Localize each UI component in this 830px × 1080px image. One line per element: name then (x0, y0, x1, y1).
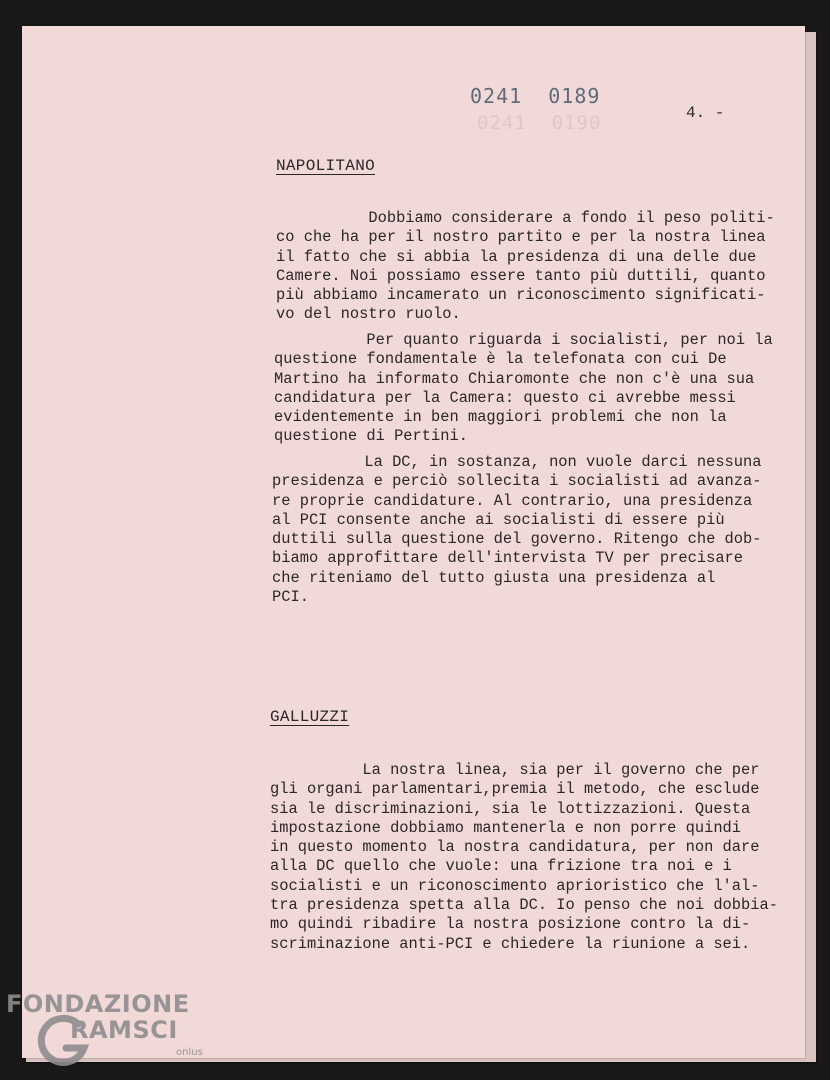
paragraph: Per quanto riguarda i socialisti, per noi la questione fondamentale è la telefonata con cui De Martino ha informato Chiaromonte che non c'è una sua candidatura per la Camera: questo ci avrebbe messi evidentemente in ben maggiori problemi che non la questione di Pertini. (274, 331, 773, 446)
logo-line-1: FONDAZIONE (6, 990, 190, 1018)
speaker-heading: NAPOLITANO (276, 157, 376, 175)
paragraph: La nostra linea, sia per il governo che per gli organi parlamentari,premia il metodo, che esclude sia le discriminazioni, sia le lottizzazioni. Questa impostazione dobbiamo mantenerla e non porre quindi in questo momento la nostra candidatura, per non dare alla DC quello che vuole: una frizione tra noi e i socialisti e un riconoscimento aprioristico che l'al- tra presidenza spetta alla DC. Io penso che noi dobbia- mo quindi ribadire la nostra posizione contro la di- scriminazione anti-PCI e chiedere la riunione a sei. (270, 761, 778, 953)
speaker-heading: GALLUZZI (270, 708, 350, 726)
document-page (22, 26, 805, 1058)
archive-number: 0241 0189 (470, 84, 601, 108)
logo-suffix: onlus (176, 1047, 203, 1058)
logo-line-2: RAMSCI (70, 1016, 178, 1044)
paragraph: Dobbiamo considerare a fondo il peso politi- co che ha per il nostro partito e per la nostra linea il fatto che si abbia la presidenza di una delle due Camere. Noi possiamo essere tanto più duttili, quanto più abbiamo incamerato un riconoscimento significati- vo del nostro ruolo. (276, 209, 775, 324)
archive-number-bleed: 0241 0190 (477, 112, 602, 134)
page-number: 4. - (686, 104, 725, 122)
paragraph: La DC, in sostanza, non vuole darci nessuna presidenza e perciò sollecita i socialisti ad avanza- re proprie candidature. Al contrario, una presidenza al PCI consente anche ai socialisti di essere più duttili sulla questione del governo. Ritengo che dob- biamo approfittare dell'intervista TV per precisare che riteniamo del tutto giusta una presidenza al PCI. (272, 453, 762, 607)
